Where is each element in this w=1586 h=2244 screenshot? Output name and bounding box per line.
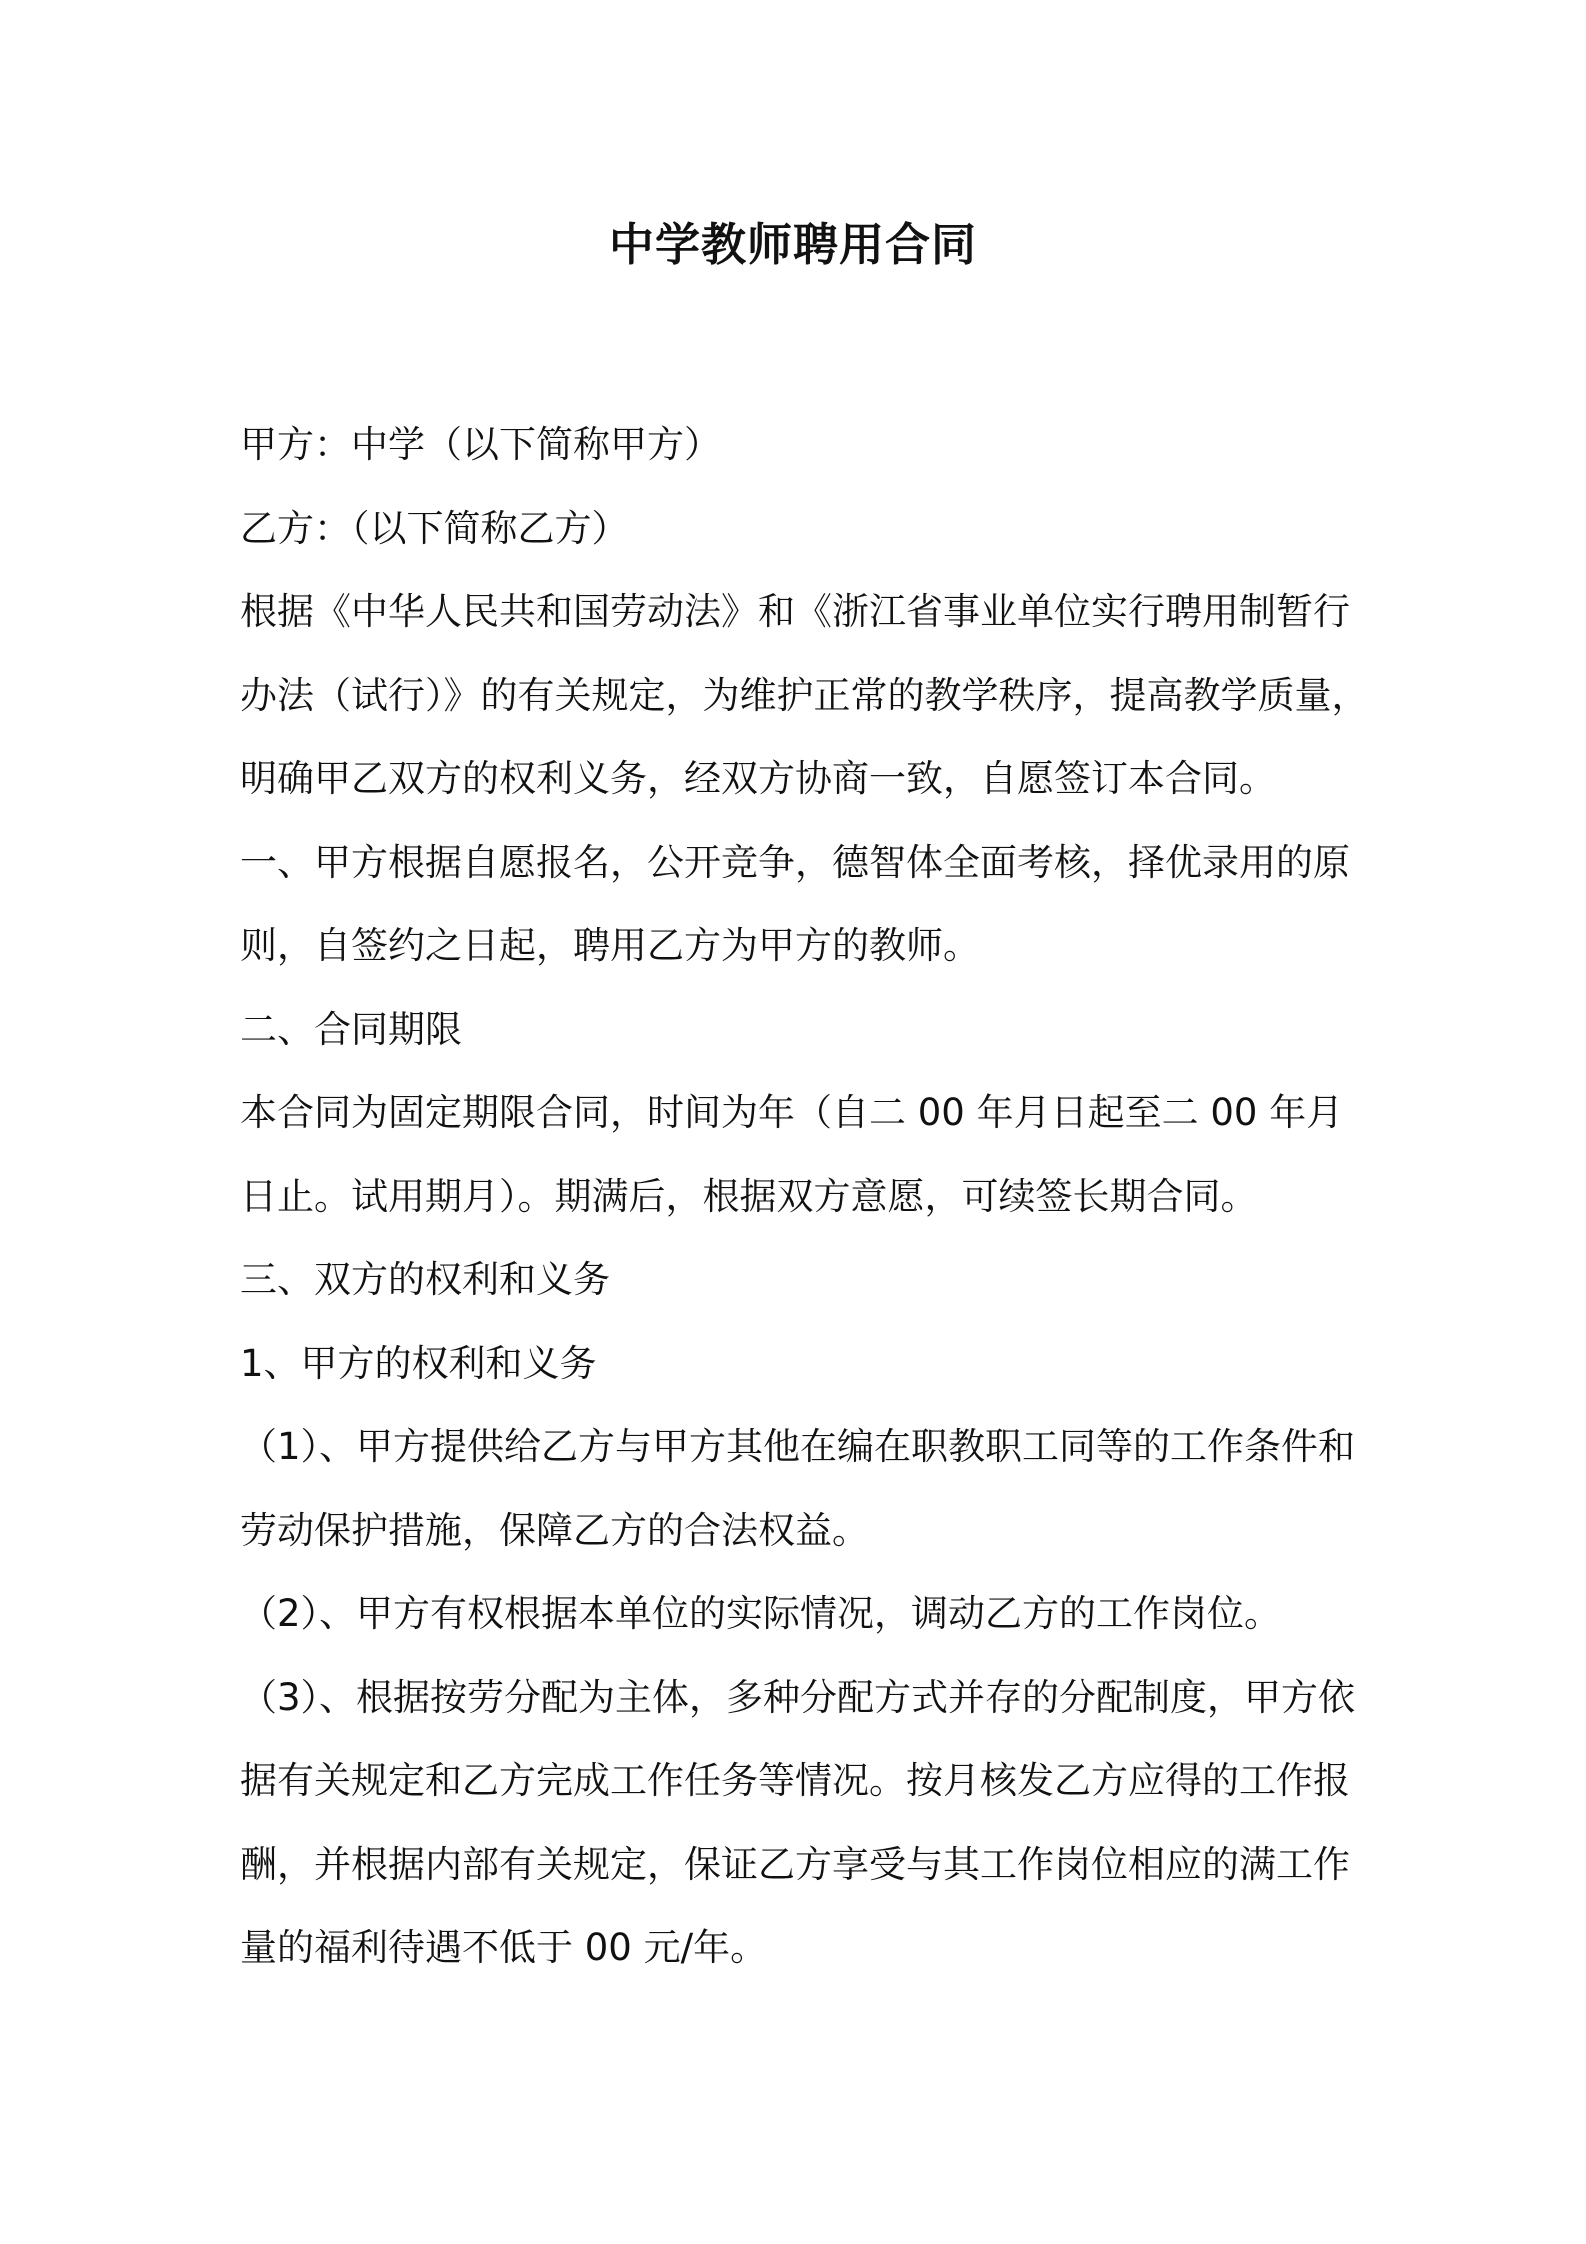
text-line: 劳动保护措施，保障乙方的合法权益。 — [240, 1508, 869, 1552]
text-line: 乙方：（以下简称乙方） — [240, 506, 629, 550]
party-b-line — [240, 487, 1370, 571]
text-line: 二、合同期限 — [240, 1007, 462, 1051]
clause-1-paragraph — [240, 821, 1370, 988]
item-3-paragraph — [240, 1656, 1370, 1990]
item-2-paragraph — [240, 1572, 1370, 1656]
text-line: 根据《中华人民共和国劳动法》和《浙江省事业单位实行聘用制暂行 — [240, 590, 1350, 633]
party-a-rights-heading — [240, 1322, 1370, 1406]
document-title: 中学教师聘用合同 — [608, 218, 977, 271]
text-line: 据有关规定和乙方完成工作任务等情况。按月核发乙方应得的工作报 — [240, 1759, 1350, 1802]
text-line: 办法（试行）》的有关规定，为维护正常的教学秩序，提高教学质量， — [240, 673, 1369, 717]
text-line: 则，自签约之日起，聘用乙方为甲方的教师。 — [240, 924, 980, 967]
text-line: 1、甲方的权利和义务 — [240, 1341, 597, 1385]
text-line: 本合同为固定期限合同，时间为年（自二 00 年月日起至二 00 年月 — [240, 1091, 1344, 1134]
document-body — [240, 403, 1370, 1990]
text-line: （1）、甲方提供给乙方与甲方其他在编在职教职工同等的工作条件和 — [240, 1425, 1356, 1468]
text-line: 甲方：中学（以下简称甲方） — [240, 423, 721, 466]
text-line: 三、双方的权利和义务 — [240, 1258, 610, 1301]
text-line: （2）、甲方有权根据本单位的实际情况，调动乙方的工作岗位。 — [240, 1592, 1282, 1635]
contract-term-paragraph — [240, 1071, 1370, 1238]
clause-2-heading — [240, 988, 1370, 1072]
text-line: （3）、根据按劳分配为主体，多种分配方式并存的分配制度，甲方依 — [240, 1675, 1356, 1719]
text-line: 一、甲方根据自愿报名，公开竞争，德智体全面考核，择优录用的原 — [240, 840, 1350, 884]
text-line: 明确甲乙双方的权利义务，经双方协商一致，自愿签订本合同。 — [240, 757, 1276, 800]
clause-3-heading — [240, 1238, 1370, 1322]
text-line: 量的福利待遇不低于 00 元/年。 — [240, 1926, 768, 1969]
item-1-paragraph — [240, 1405, 1370, 1572]
text-line: 酬，并根据内部有关规定，保证乙方享受与其工作岗位相应的满工作 — [240, 1842, 1350, 1886]
party-a-line — [240, 403, 1370, 487]
text-line: 日止。试用期月）。期满后，根据双方意愿，可续签长期合同。 — [240, 1174, 1258, 1218]
preamble-paragraph — [240, 570, 1370, 821]
